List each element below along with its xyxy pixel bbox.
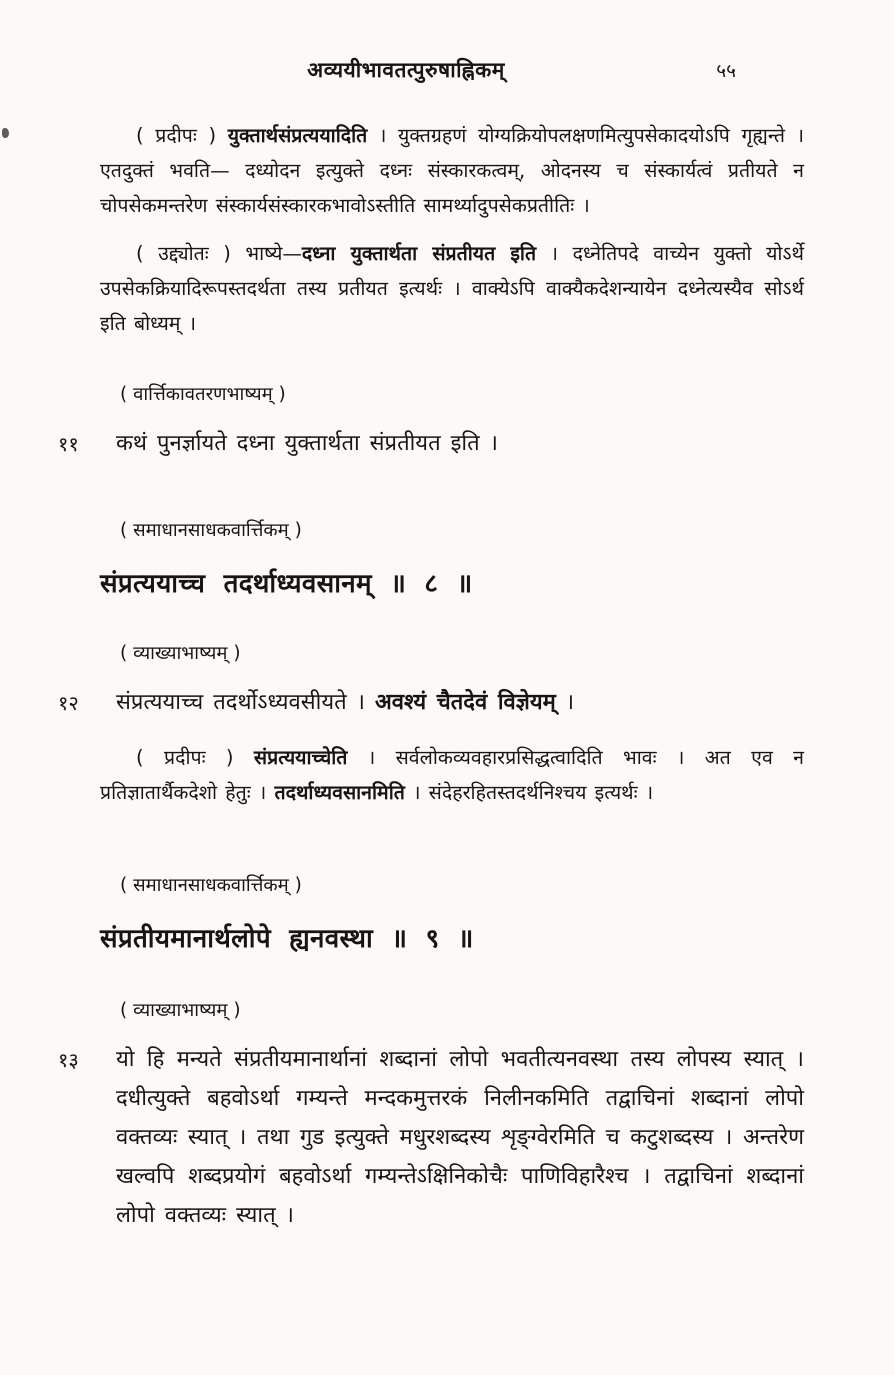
scan-ink-speck (2, 128, 9, 138)
text-run: ( व्याख्याभाष्यम् ) (120, 643, 241, 664)
text-run: ( समाधानसाधकवार्त्तिकम् ) (120, 875, 302, 896)
text-run: संप्रतीयमानार्थलोपे ह्यनवस्था ॥ ९ ॥ (100, 924, 474, 954)
text-run: ( समाधानसाधकवार्त्तिकम् ) (120, 520, 302, 541)
vartika-sutra-8 (100, 564, 804, 600)
emphasized-text: तदर्थाध्यवसानमिति (274, 781, 405, 804)
uddyota-commentary (100, 236, 804, 341)
paragraph-number: ११ (58, 432, 79, 456)
text-run: संप्रत्ययाच्च तदर्थाध्यवसानम् ॥ ८ ॥ (100, 569, 473, 599)
text-run: ( प्रदीपः ) (136, 746, 254, 769)
text-run: ( व्याख्याभाष्यम् ) (120, 1000, 241, 1021)
text-run: ( प्रदीपः ) (136, 124, 228, 147)
bhashya-paragraph-13 (58, 1040, 804, 1235)
paragraph-number: १२ (58, 691, 79, 715)
page-number: ५५ (716, 60, 736, 82)
pradipa-commentary-2 (100, 740, 804, 810)
text-run: । युक्तग्रहणं योग्यक्रियोपलक्षणमित्युपसेकादयोऽपि गृह्यन्ते । एतदुक्तं भवति— दध्योदन इत्युक्ते दध्नः संस्कारकत्वम्, ओदनस्य च संस्कार्यत्वं प्रतीयते न चोपसेकमन्तरेण संस्कार्यसंस्कारकभावोऽस्तीति सामर्थ्यादुपसेकप्रतीतिः । (100, 124, 805, 217)
paragraph-number: १३ (58, 1048, 79, 1072)
bhashya-paragraph-11 (58, 424, 804, 463)
section-heading-vartika-avatarana-bhashya (120, 381, 804, 406)
text-run: संप्रत्ययाच्च तदर्थोऽध्यवसीयते । (116, 690, 375, 715)
text-run: । (555, 690, 575, 715)
bhashya-paragraph-12 (58, 683, 804, 722)
emphasized-text: अवश्यं चैतदेवं विज्ञेयम् (374, 690, 556, 715)
page-title: अव्ययीभावतत्पुरुषाह्निकम् (307, 58, 505, 82)
text-run: कथं पुनर्ज्ञायते दध्ना युक्तार्थता संप्रतीयत इति । (116, 431, 498, 456)
text-run: यो हि मन्यते संप्रतीयमानार्थानां शब्दानां लोपो भवतीत्यनवस्था तस्य लोपस्य स्यात् । दधीत्युक्ते बहवोऽर्था गम्यन्ते मन्दकमुत्तरकं निलीनकमिति तद्वाचिनां शब्दानां लोपो वक्तव्यः स्यात् । तथा गुड इत्युक्ते मधुरशब्दस्य शृङ्ग्वेरमिति च कटुशब्दस्य । अन्तरेण खल्वपि शब्दप्रयोगं बहवोऽर्था गम्यन्तेऽक्षिनिकोचैः पाणिविहारैश्च । तद्वाचिनां शब्दानां लोपो वक्तव्यः स्यात् । (116, 1047, 804, 1228)
section-heading-samadhana-sadhaka-vartika-2 (120, 872, 804, 897)
emphasized-text: दध्ना युक्तार्थता संप्रतीयत इति (301, 242, 537, 265)
pradipa-commentary-1 (100, 118, 804, 223)
text-run: ( वार्त्तिकावतरणभाष्यम् ) (120, 384, 286, 405)
page-header (100, 56, 804, 92)
section-heading-vyakhya-bhashya-2 (120, 997, 804, 1022)
text-run: । संदेहरहितस्तदर्थनिश्चय इत्यर्थः । (404, 781, 654, 804)
text-run: । सर्वलोकव्यवहारप्रसिद्धत्वादिति भावः । अत एव न प्रतिज्ञातार्थैकदेशो हेतुः । (100, 746, 804, 804)
section-heading-vyakhya-bhashya-1 (120, 640, 804, 665)
emphasized-text: संप्रत्ययाच्चेति (253, 746, 348, 769)
vartika-sutra-9 (100, 919, 804, 955)
text-run: ( उद्द्योतः ) भाष्ये— (136, 242, 302, 265)
page-blocks (58, 118, 805, 1235)
section-heading-samadhana-sadhaka-vartika-1 (120, 517, 804, 542)
emphasized-text: युक्तार्थसंप्रत्ययादिति (227, 124, 368, 147)
text-run: । दध्नेतिपदे वाच्येन युक्तो योऽर्थे उपसेकक्रियादिरूपस्तदर्थता तस्य प्रतीयत इत्यर्थः । वाक्येऽपि वाक्यैकदेशन्यायेन दध्नेत्यस्यैव सोऽर्थ इति बोध्यम् । (100, 242, 805, 335)
